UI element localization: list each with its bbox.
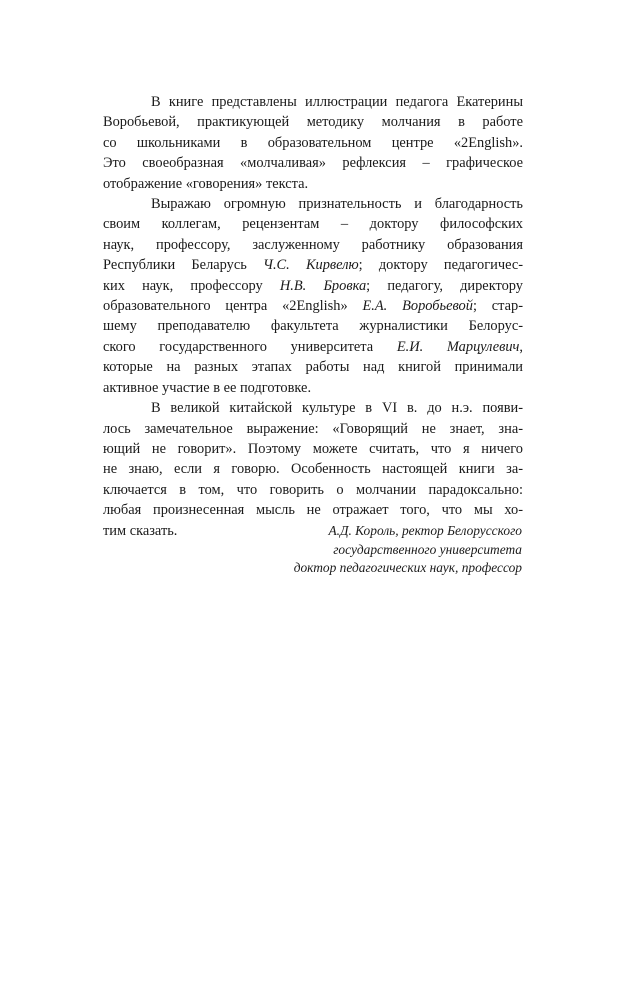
paragraph-silence [103, 398, 523, 541]
reviewer-name: Ч.С. Кирвелю [263, 257, 359, 274]
signature-author: А.Д. Король, ректор Белорусского [328, 523, 522, 538]
text-line: ского государственного университета Е.И. Марцулевич, [103, 338, 524, 355]
text-line: образовательного центра «2English» Е.А. Воробьевой; стар- [103, 298, 524, 315]
text-line: которые на разных этапах работы над книгой принимали [103, 359, 523, 376]
text-line: Это своеобразная «молчаливая» рефлексия – графическое [103, 155, 523, 172]
text-line: ющий не говорит». Поэтому можете считать, что я ничего [103, 440, 523, 457]
text-line: активное участие в ее подготовке. [103, 379, 312, 396]
paragraph-illustrations [103, 92, 523, 194]
text-line: Воробьевой, практикующей методику молчания в работе [103, 114, 523, 131]
reviewer-name: Н.В. Бровка [279, 277, 367, 294]
text-line: лось замечательное выражение: «Говорящий не знает, зна- [103, 420, 523, 437]
text-line: тим сказать. [103, 522, 178, 539]
signature-block [294, 522, 522, 578]
text-line: В великой китайской культуре в VI в. до н.э. появи- [151, 400, 523, 417]
reviewer-name: Е.А. Воробьевой [362, 298, 473, 315]
text-line: со школьниками в образовательном центре «2English». [103, 134, 523, 151]
text-line: отображение «говорения» текста. [103, 175, 309, 192]
signature-affiliation: государственного университета [333, 541, 522, 557]
text-line: Выражаю огромную признательность и благодарность [151, 196, 523, 213]
text-line: любая произнесенная мысль не отражает того, что мы хо- [103, 502, 523, 519]
text-line: не знаю, если я говорю. Особенность настоящей книги за- [103, 461, 523, 478]
text-line: ких наук, профессору Н.В. Бровка; педагогу, директору [103, 277, 523, 294]
paragraph-acknowledgements [103, 194, 523, 398]
reviewer-name: Е.И. Марцулевич [396, 338, 520, 355]
text-line: Республики Беларусь Ч.С. Кирвелю; доктору педагогичес- [103, 257, 524, 274]
text-line: шему преподавателю факультета журналистики Белорус- [103, 318, 523, 335]
text-line: наук, профессору, заслуженному работнику образования [103, 236, 523, 253]
signature-degree: доктор педагогических наук, профессор [293, 560, 522, 576]
text-line: своим коллегам, рецензентам – доктору философских [103, 216, 523, 233]
text-line: ключается в том, что говорить о молчании парадоксально: [103, 481, 523, 498]
body-text [103, 92, 523, 541]
text-line: В книге представлены иллюстрации педагога Екатерины [151, 94, 523, 110]
